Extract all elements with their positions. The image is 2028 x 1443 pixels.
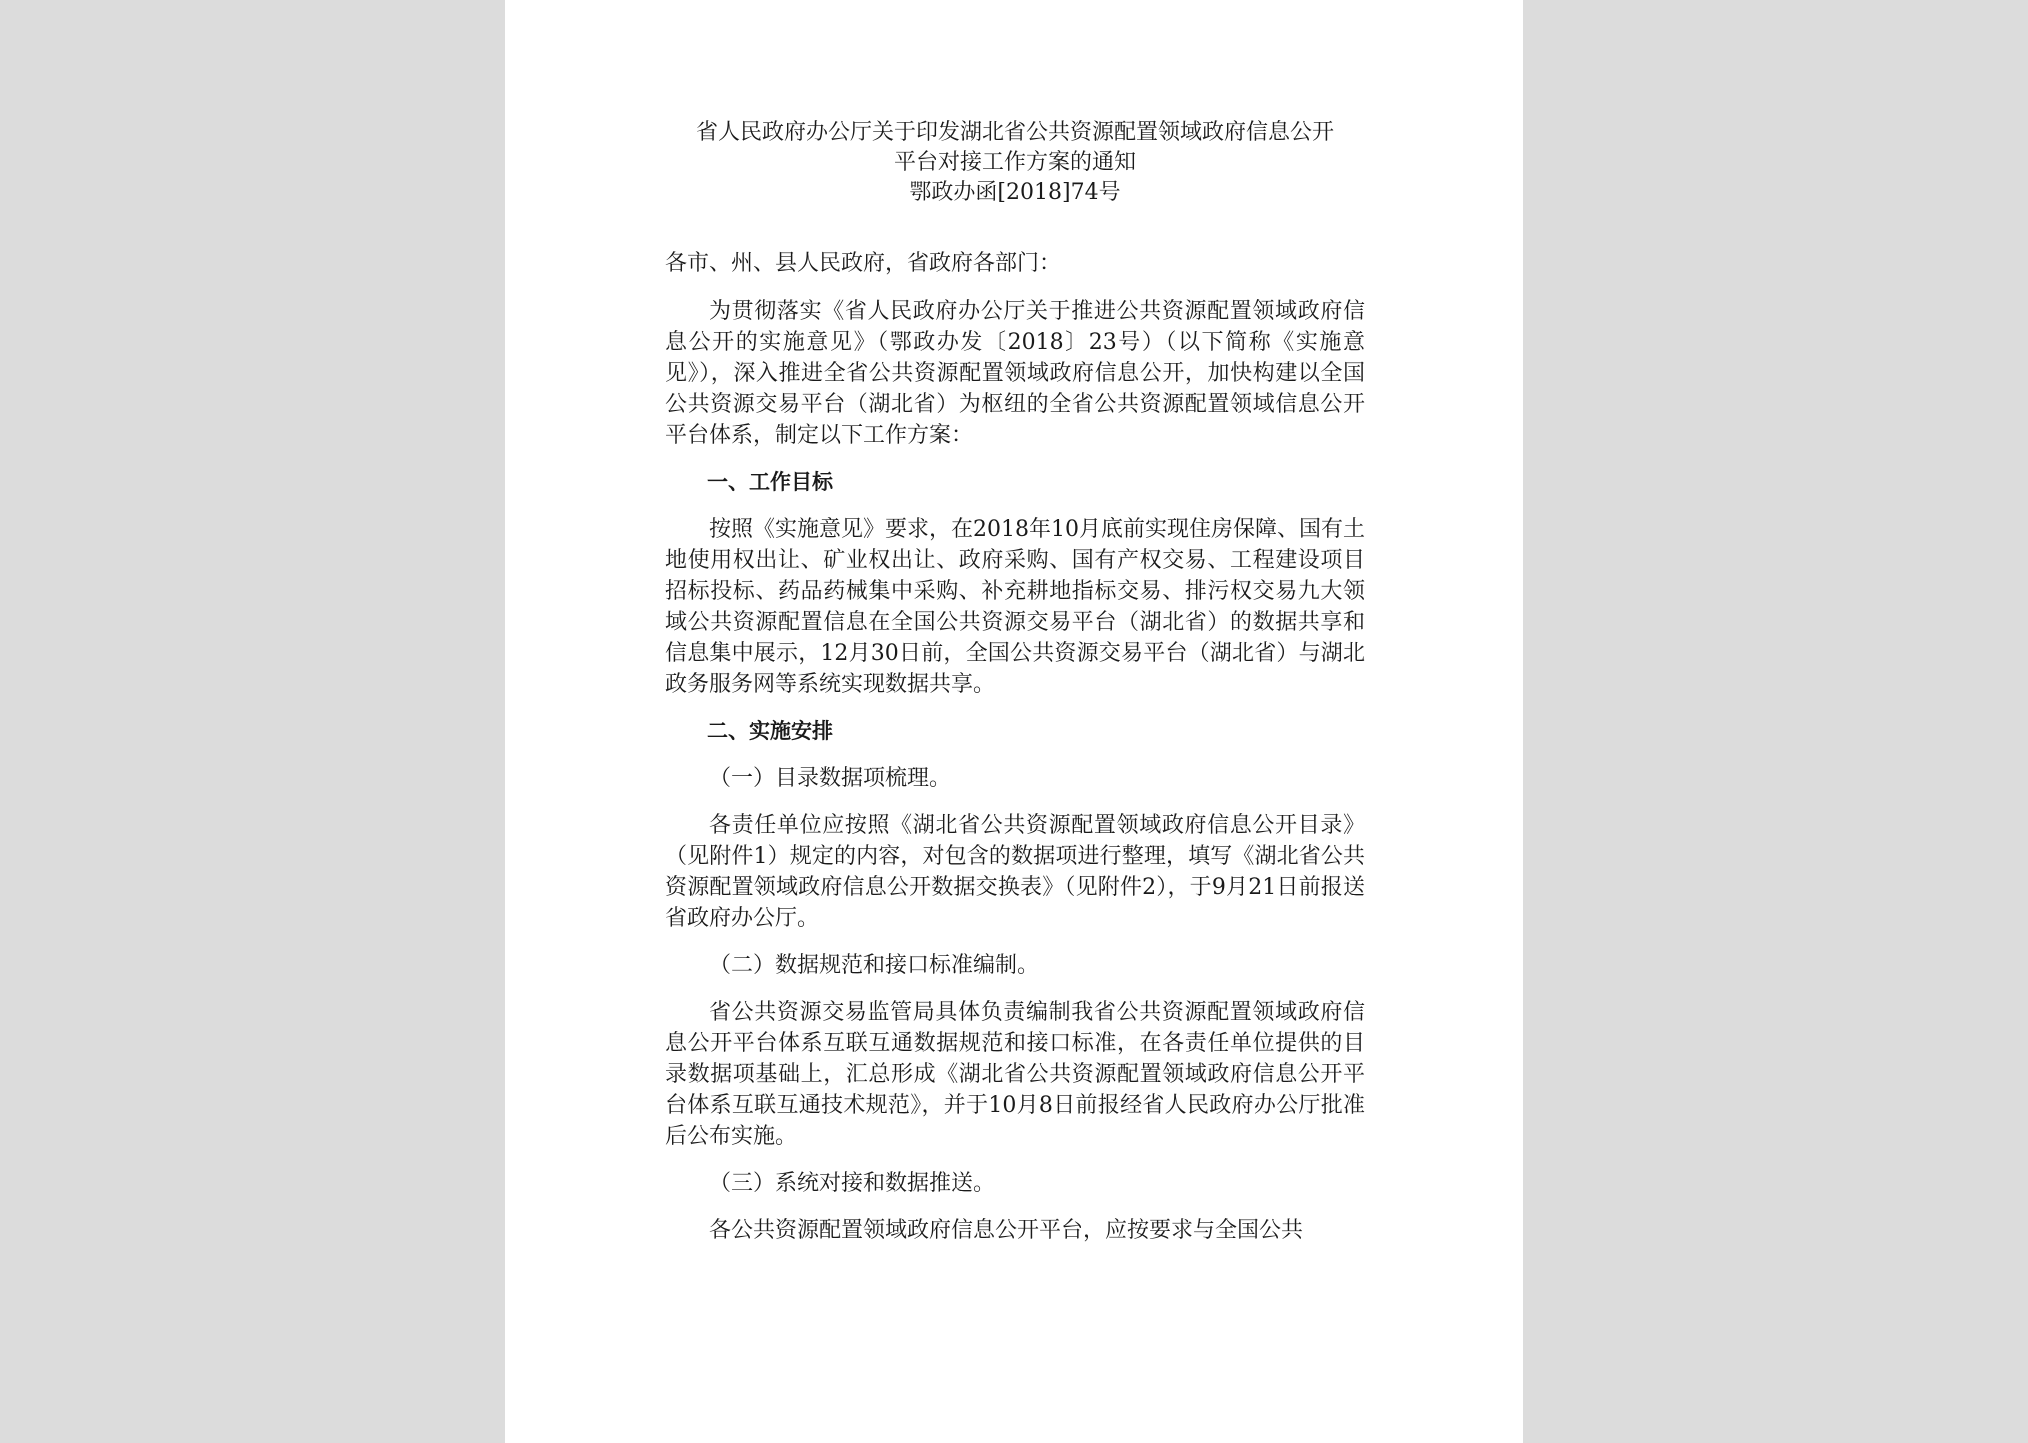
section-1-heading: 一、工作目标: [707, 470, 833, 494]
document-content: [665, 118, 1365, 1262]
salutation: 各市、州、县人民政府，省政府各部门：: [665, 251, 1062, 276]
subsection-3-heading: （三）系统对接和数据推送。: [709, 1171, 996, 1196]
subsection-1-body: 各责任单位应按照《湖北省公共资源配置领域政府信息公开目录》（见附件1）规定的内容，对包含的数据项进行整理，填写《湖北省公共资源配置领域政府信息公开数据交换表》（见附件2），于9月21日前报送省政府办公厅。: [665, 813, 1365, 931]
subsection-3-body: 各公共资源配置领域政府信息公开平台，应按要求与全国公共: [709, 1218, 1304, 1243]
subsection-2-body: 省公共资源交易监管局具体负责编制我省公共资源配置领域政府信息公开平台体系互联互通数据规范和接口标准，在各责任单位提供的目录数据项基础上，汇总形成《湖北省公共资源配置领域政府信息公开平台体系互联互通技术规范》，并于10月8日前报经省人民政府办公厅批准后公布实施。: [665, 1000, 1365, 1149]
document-title-line-2: 平台对接工作方案的通知: [893, 150, 1136, 175]
intro-paragraph: 为贯彻落实《省人民政府办公厅关于推进公共资源配置领域政府信息公开的实施意见》（鄂政办发〔2018〕23号）（以下简称《实施意见》），深入推进全省公共资源配置领域政府信息公开，加快构建以全国公共资源交易平台（湖北省）为枢纽的全省公共资源配置领域信息公开平台体系，制定以下工作方案：: [665, 299, 1365, 448]
subsection-2-heading: （二）数据规范和接口标准编制。: [709, 953, 1040, 978]
section-2-heading: 二、实施安排: [707, 719, 833, 743]
subsection-1-heading: （一）目录数据项梳理。: [709, 766, 952, 791]
section-1-body: 按照《实施意见》要求，在2018年10月底前实现住房保障、国有土地使用权出让、矿业权出让、政府采购、国有产权交易、工程建设项目招标投标、药品药械集中采购、补充耕地指标交易、排污权交易九大领域公共资源配置信息在全国公共资源交易平台（湖北省）的数据共享和信息集中展示，12月30日前，全国公共资源交易平台（湖北省）与湖北政务服务网等系统实现数据共享。: [665, 517, 1366, 697]
document-page: [505, 0, 1523, 1443]
document-title-line-1: 省人民政府办公厅关于印发湖北省公共资源配置领域政府信息公开: [695, 120, 1334, 145]
document-number: 鄂政办函[2018]74号: [909, 180, 1121, 205]
